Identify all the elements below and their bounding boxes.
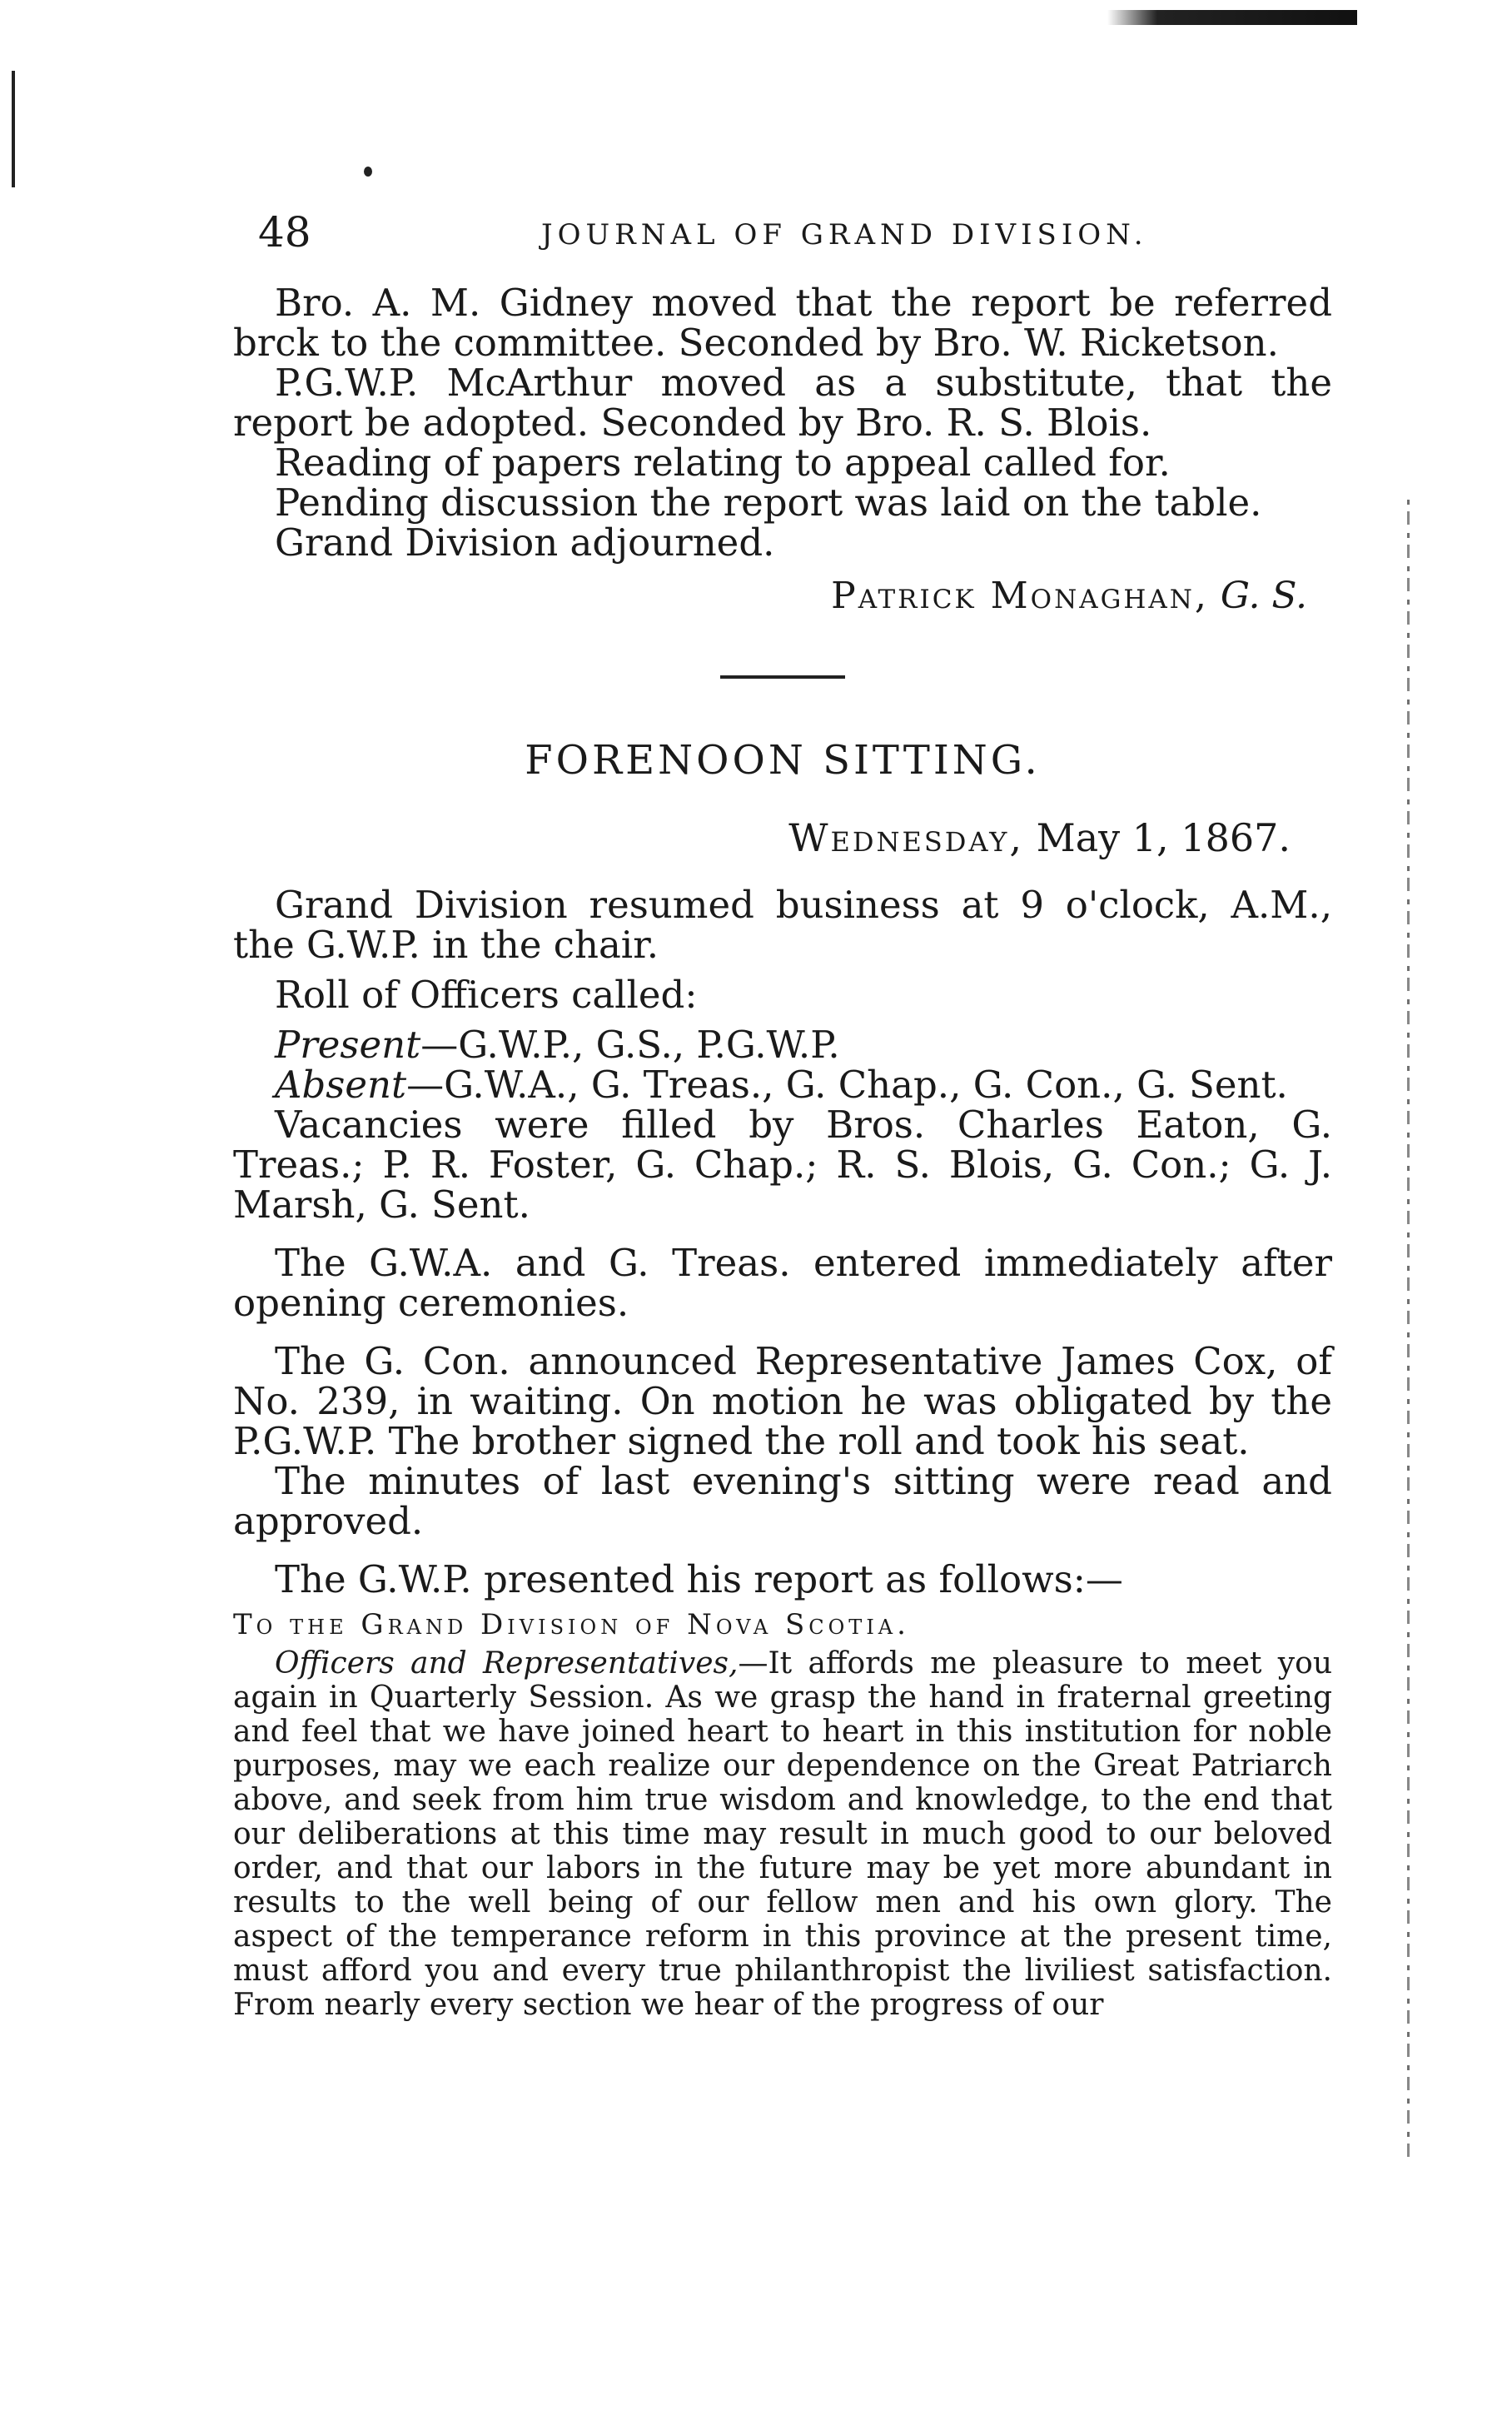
- scan-artifact-dot: [364, 167, 372, 177]
- paragraph-vacancies: Vacancies were filled by Bros. Charles Eaton, G. Treas.; P. R. Foster, G. Chap.; R. S. Blois, G. Con.; G. J. Marsh, G. Sent.: [233, 1103, 1332, 1227]
- signature-title: G. S.: [1220, 575, 1307, 617]
- report-address: To the Grand Division of Nova Scotia.: [233, 1608, 910, 1641]
- paragraph-entered: The G.W.A. and G. Treas. entered immediately after opening ceremonies.: [233, 1241, 1332, 1325]
- section-title: FORENOON SITTING.: [525, 737, 1041, 784]
- paragraph-motion-refer: Bro. A. M. Gidney moved that the report be referred brck to the committee. Seconded by Bro. W. Ricketson.: [233, 281, 1332, 365]
- paragraph-pending-discussion: Pending discussion the report was laid on the table.: [275, 481, 1262, 525]
- report-text: —It affords me pleasure to meet you again in Quarterly Session. As we grasp the hand in fraternal greeting and feel that we have joined heart to heart in this institution for noble purposes, may we each realize our dependence on the Great Patriarch above, and seek from him true wisdom and knowledge, to the end that our deliberations at this time may result in much good to our beloved order, and that our labors in the future may be yet more abundant in results to the well being of our fellow men and his own glory. The aspect of the temperance reform in this province at the present time, must afford you and every true philanthropist the liviliest satisfaction. From nearly every section we hear of the progress of our: [233, 1646, 1333, 2022]
- paragraph-adjourned: Grand Division adjourned.: [275, 520, 775, 565]
- scan-artifact-right-edge: [1407, 500, 1410, 2165]
- scan-artifact-left-edge: [12, 71, 15, 187]
- paragraph-reading-papers: Reading of papers relating to appeal called for.: [275, 441, 1171, 485]
- paragraph-report: [233, 1646, 1332, 2022]
- report-body: [233, 1646, 1332, 2022]
- document-page: [233, 208, 1332, 2022]
- dateline-day: Wednesday,: [788, 815, 1025, 860]
- absent-label: Absent: [275, 1063, 407, 1107]
- paragraph-resumed: Grand Division resumed business at 9 o'clock, A.M., the G.W.P. in the chair.: [233, 883, 1332, 967]
- signature-name: Patrick Monaghan,: [831, 575, 1209, 617]
- dateline-date: May 1, 1867.: [1036, 815, 1291, 860]
- signature: [233, 575, 1332, 617]
- paragraph-announced: The G. Con. announced Representative James Cox, of No. 239, in waiting. On motion he was obligated by the P.G.W.P. The brother signed the roll and took his seat.: [233, 1339, 1332, 1463]
- paragraph-report-intro: The G.W.P. presented his report as follows:—: [275, 1557, 1123, 1601]
- page-header: [233, 208, 1332, 283]
- page-number: 48: [258, 208, 311, 256]
- section-divider: [720, 675, 845, 679]
- paragraph-present: [233, 1025, 1332, 1065]
- paragraph-absent: [233, 1065, 1332, 1105]
- running-head: JOURNAL OF GRAND DIVISION.: [541, 218, 1148, 251]
- dateline: [233, 815, 1332, 860]
- paragraph-roll-called: Roll of Officers called:: [275, 973, 698, 1017]
- present-label: Present: [275, 1023, 421, 1067]
- absent-text: —G.W.A., G. Treas., G. Chap., G. Con., G. Sent.: [406, 1063, 1288, 1107]
- present-text: —G.W.P., G.S., P.G.W.P.: [420, 1023, 840, 1067]
- paragraph-motion-substitute: P.G.W.P. McArthur moved as a substitute, that the report be adopted. Seconded by Bro. R. S. Blois.: [233, 361, 1332, 445]
- paragraph-minutes: The minutes of last evening's sitting were read and approved.: [233, 1459, 1332, 1543]
- report-salutation: Officers and Representatives,: [275, 1646, 739, 1681]
- scan-artifact-bar: [1107, 10, 1357, 25]
